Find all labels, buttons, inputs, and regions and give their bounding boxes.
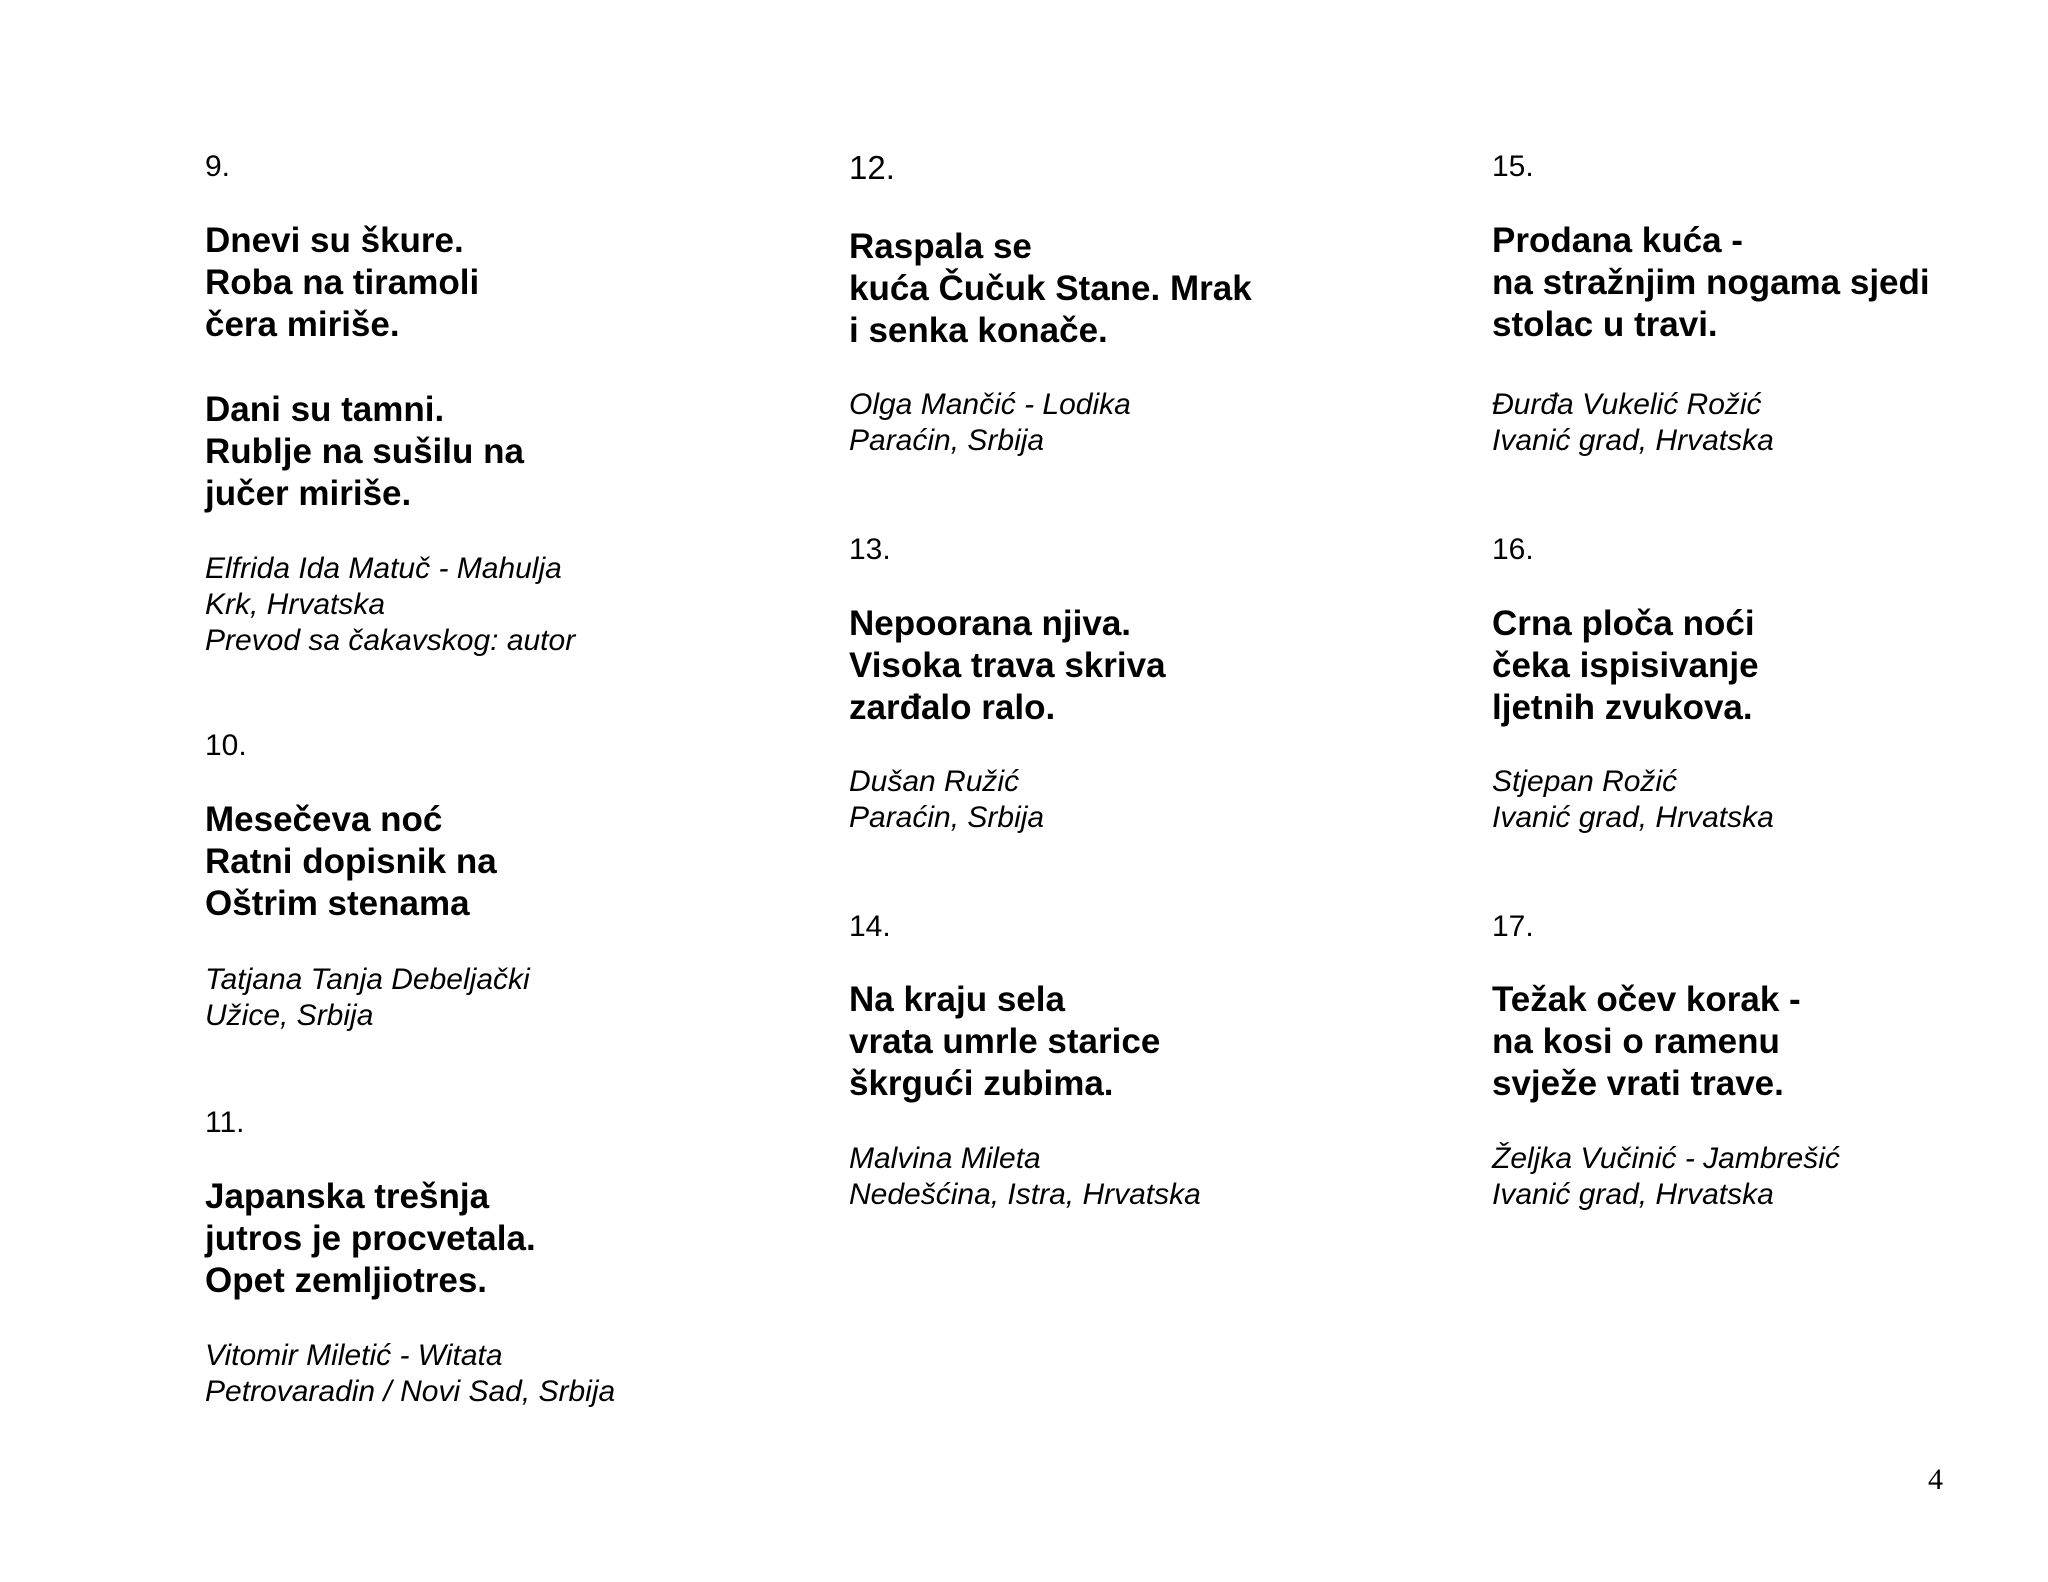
poem-line: stolac u travi. (1492, 305, 1718, 344)
poem-line: jutros je procvetala. (205, 1219, 536, 1258)
author-name: Đurđa Vukelić Rožić (1492, 388, 1762, 421)
author-name: Stjepan Rožić (1492, 765, 1678, 798)
poem-credit (205, 551, 575, 659)
translation-note: Prevod sa čakavskog: autor (205, 624, 576, 657)
poem-line: Prodana kuća - (1492, 221, 1743, 260)
poem-credit (205, 1338, 615, 1410)
poem-credit (1492, 1141, 1840, 1213)
poem-stanza (1492, 979, 1801, 1105)
poem-line: Oštrim stenama (205, 884, 470, 923)
poem-credit (1492, 764, 1774, 836)
poem-line: čera miriše. (205, 305, 400, 344)
poem-line: Mesečeva noć (205, 800, 443, 839)
author-location: Užice, Srbija (205, 999, 374, 1032)
poem-stanza (849, 226, 1252, 352)
poem-line: Japanska trešnja (205, 1177, 490, 1216)
poem-credit (205, 962, 530, 1034)
author-location: Ivanić grad, Hrvatska (1492, 801, 1774, 834)
poem-line: Visoka trava skriva (849, 646, 1166, 685)
poem-stanza (205, 220, 479, 346)
author-name: Olga Mančić - Lodika (849, 388, 1131, 421)
author-name: Malvina Mileta (849, 1142, 1041, 1175)
author-name: Elfrida Ida Matuč - Mahulja (205, 552, 562, 585)
poem-line: škrgući zubima. (849, 1064, 1114, 1103)
author-name: Vitomir Miletić - Witata (205, 1339, 503, 1372)
poem-line: Težak očev korak - (1492, 980, 1801, 1019)
page-number: 4 (1928, 1463, 1943, 1496)
poem-stanza (205, 1176, 536, 1302)
poem-number: 11. (205, 1106, 245, 1139)
poem-line: ljetnih zvukova. (1492, 688, 1753, 727)
author-name: Željka Vučinić - Jambrešić (1492, 1142, 1840, 1175)
author-location: Paraćin, Srbija (849, 801, 1045, 834)
poem-number: 13. (849, 533, 891, 566)
poem-line: jučer miriše. (205, 474, 412, 513)
poem-stanza (205, 799, 497, 925)
poem-stanza (849, 603, 1166, 729)
poem-line: Crna ploča noći (1492, 604, 1755, 643)
poem-line: na kosi o ramenu (1492, 1022, 1780, 1061)
poem-number: 15. (1492, 150, 1534, 183)
poem-line: Raspala se (849, 227, 1032, 266)
poem-line: na stražnjim nogama sjedi (1492, 263, 1930, 302)
poem-line: svježe vrati trave. (1492, 1064, 1784, 1103)
poem-line: Opet zemljiotres. (205, 1261, 488, 1300)
poem-line: Na kraju sela (849, 980, 1065, 1019)
poem-line: Rublje na sušilu na (205, 432, 524, 471)
author-location: Krk, Hrvatska (205, 588, 386, 621)
poem-line: zarđalo ralo. (849, 688, 1056, 727)
poem-number: 14. (849, 910, 891, 943)
poem-stanza (205, 389, 524, 515)
poem-line: i senka konače. (849, 311, 1108, 350)
poem-number: 12. (849, 149, 895, 186)
poem-line: čeka ispisivanje (1492, 646, 1759, 685)
poem-number: 17. (1492, 910, 1534, 943)
poem-line: Dani su tamni. (205, 390, 445, 429)
poem-number: 10. (205, 729, 247, 762)
poem-line: Nepoorana njiva. (849, 604, 1132, 643)
poem-stanza (1492, 220, 1930, 346)
poem-line: vrata umrle starice (849, 1022, 1161, 1061)
poem-stanza (849, 979, 1160, 1105)
poem-number: 9. (205, 150, 231, 183)
poem-line: Dnevi su škure. (205, 221, 464, 260)
poem-credit (1492, 387, 1774, 459)
poem-number: 16. (1492, 533, 1534, 566)
poem-line: Roba na tiramoli (205, 263, 480, 302)
author-location: Paraćin, Srbija (849, 424, 1045, 457)
author-location: Nedešćina, Istra, Hrvatska (849, 1178, 1201, 1211)
author-name: Tatjana Tanja Debeljački (205, 963, 530, 996)
poem-credit (849, 1141, 1201, 1213)
poem-line: Ratni dopisnik na (205, 842, 497, 881)
poem-line: kuća Čučuk Stane. Mrak (849, 269, 1252, 308)
author-location: Petrovaradin / Novi Sad, Srbija (205, 1375, 616, 1408)
poem-credit (849, 764, 1044, 836)
author-location: Ivanić grad, Hrvatska (1492, 424, 1774, 457)
poem-stanza (1492, 603, 1759, 729)
author-location: Ivanić grad, Hrvatska (1492, 1178, 1774, 1211)
poem-credit (849, 387, 1131, 459)
author-name: Dušan Ružić (849, 765, 1020, 798)
